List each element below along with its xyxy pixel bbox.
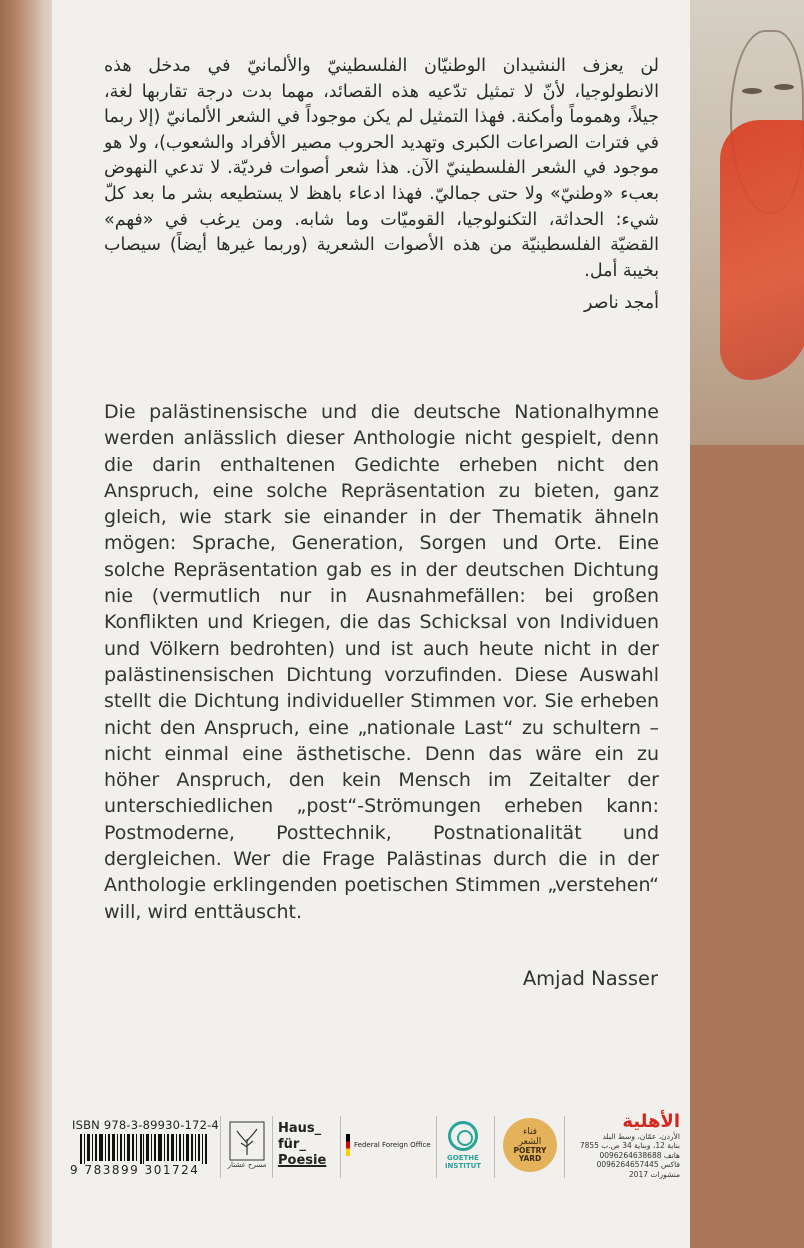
publisher-line: منشورات 2017 bbox=[628, 1169, 680, 1179]
publisher-name: الأهلية bbox=[622, 1110, 680, 1132]
haus-line-3: Poesie bbox=[278, 1153, 327, 1168]
isbn-label: ISBN 978-3-89930-172-4 bbox=[72, 1118, 219, 1132]
goethe-institut-logo bbox=[440, 1112, 486, 1178]
publisher-line: فاكس 0096264657445 bbox=[596, 1160, 680, 1170]
arabic-author: أمجد ناصر bbox=[584, 293, 659, 314]
goethe-line-2: INSTITUT bbox=[444, 1161, 482, 1170]
logo-divider bbox=[220, 1116, 221, 1178]
publisher-line: بناية 12، وبناية 34 ص.ب 7855 bbox=[579, 1141, 680, 1151]
tree-logo bbox=[226, 1112, 268, 1178]
poetry-yard-badge bbox=[503, 1118, 557, 1172]
goethe-icon bbox=[448, 1121, 478, 1151]
artwork-eye bbox=[742, 88, 762, 94]
german-flag-icon bbox=[346, 1134, 350, 1156]
publisher-line: هاتف 0096264638688 bbox=[599, 1150, 680, 1160]
logo-divider bbox=[272, 1116, 273, 1178]
goethe-line-1: GOETHE bbox=[447, 1153, 479, 1162]
cover-brown-panel bbox=[690, 445, 804, 1248]
logo-divider bbox=[564, 1116, 565, 1178]
logo-divider bbox=[340, 1116, 341, 1178]
logo-divider bbox=[436, 1116, 437, 1178]
german-author: Amjad Nasser bbox=[522, 967, 658, 990]
poetry-en-line-2: YARD bbox=[518, 1154, 542, 1163]
publisher-line: الأردن، عمّان، وسط البلد bbox=[602, 1131, 680, 1141]
arabic-paragraph: لن يعزف النشيدان الوطنيّان الفلسطينيّ والألمانيّ في مدخل هذه الانطولوجيا، لأنّ لا تمثيل تدّعيه هذه القصائد، مهما بدت درجة تقاربها لغة، جيلاً، وهموماً وأمكنة. فهذا التمثيل لم يكن موجوداً في الشعر الألمانيّ (إلا ربما في فترات الصراعات الكبرى وتهديد الحروب مصير الأفراد والشعوب)، ولا هو موجود في الشعر الفلسطينيّ الآن. هذا شعر أصوات فرديّة. لا تدعي النهوض بعبء «وطنيّ» ولا حتى جماليّ. فهذا ادعاء باهظ لا يستطيعه بشر ما بعد كلّ شيء: الحداثة، التكنولوجيا، القوميّات وما شابه. ومن يرغب في «فهم» القضيّة الفلسطينيّة من هذه الأصوات الشعرية (وربما غيرها أيضاً) سيصاب بخيبة أمل. bbox=[104, 56, 659, 281]
cover-artwork bbox=[690, 0, 804, 445]
barcode-icon bbox=[80, 1134, 208, 1164]
haus-line-1: Haus_ bbox=[278, 1121, 322, 1136]
haus-line-2: für_ bbox=[278, 1137, 306, 1152]
artwork-eye bbox=[774, 84, 794, 90]
logo-divider bbox=[494, 1116, 495, 1178]
poetry-ar-line-2: الشعر bbox=[518, 1137, 542, 1147]
barcode-number: 9 783899 301724 bbox=[70, 1163, 200, 1177]
publisher-address bbox=[580, 1132, 680, 1180]
german-paragraph: Die palästinensische und die deutsche Nationalhymne werden anlässlich dieser Anthologie nicht gespielt, denn die darin enthaltenen Gedichte erheben nicht den Anspruch, eine solche Repräsentation zu bieten, ganz gleich, wie stark sie einander in der Thematik ähneln mögen: Sprache, Generation, Sorgen und Orte. Eine solche Repräsentation gab es in der deutschen Dichtung nie (vermutlich nur in Ausnahmefällen: bei großen Konflikten und Kriegen, die das Schicksal von Individuen und Völkern bedrohten) und ist auch heute nicht in der palästinensischen Dichtung vorzufinden. Diese Auswahl stellt die Dichtung individueller Stimmen vor. Sie erheben nicht den Anspruch, eine „nationale Last“ zu schultern – nicht einmal eine ästhetische. Denn das wäre ein zu höher Anspruch, den kein Mensch im Zeitalter der unterschiedlichen „post“-Strömungen erheben kann: Postmoderne, Posttechnik, Postnationalität und dergleichen. Wer die Frage Palästinas durch die in der Anthologie erklingenden poetischen Stimmen „verstehen“ will, wird enttäuscht. bbox=[104, 401, 659, 923]
arabic-blurb bbox=[104, 54, 659, 317]
german-blurb bbox=[104, 399, 659, 925]
federal-foreign-office-label: Federal Foreign Office bbox=[354, 1141, 431, 1149]
tree-icon bbox=[229, 1121, 265, 1161]
poetry-en-line-1: POETRY bbox=[513, 1146, 547, 1155]
poetry-ar-line-1: فناء bbox=[523, 1127, 537, 1137]
haus-fur-poesie-logo bbox=[278, 1112, 334, 1178]
publisher-logo bbox=[568, 1112, 680, 1178]
federal-foreign-office-logo bbox=[346, 1112, 434, 1178]
goethe-label bbox=[445, 1154, 481, 1170]
artwork-red-shape bbox=[720, 120, 804, 380]
poetry-yard-logo bbox=[500, 1112, 560, 1178]
tree-caption: مسرح عشتار bbox=[227, 1161, 267, 1169]
